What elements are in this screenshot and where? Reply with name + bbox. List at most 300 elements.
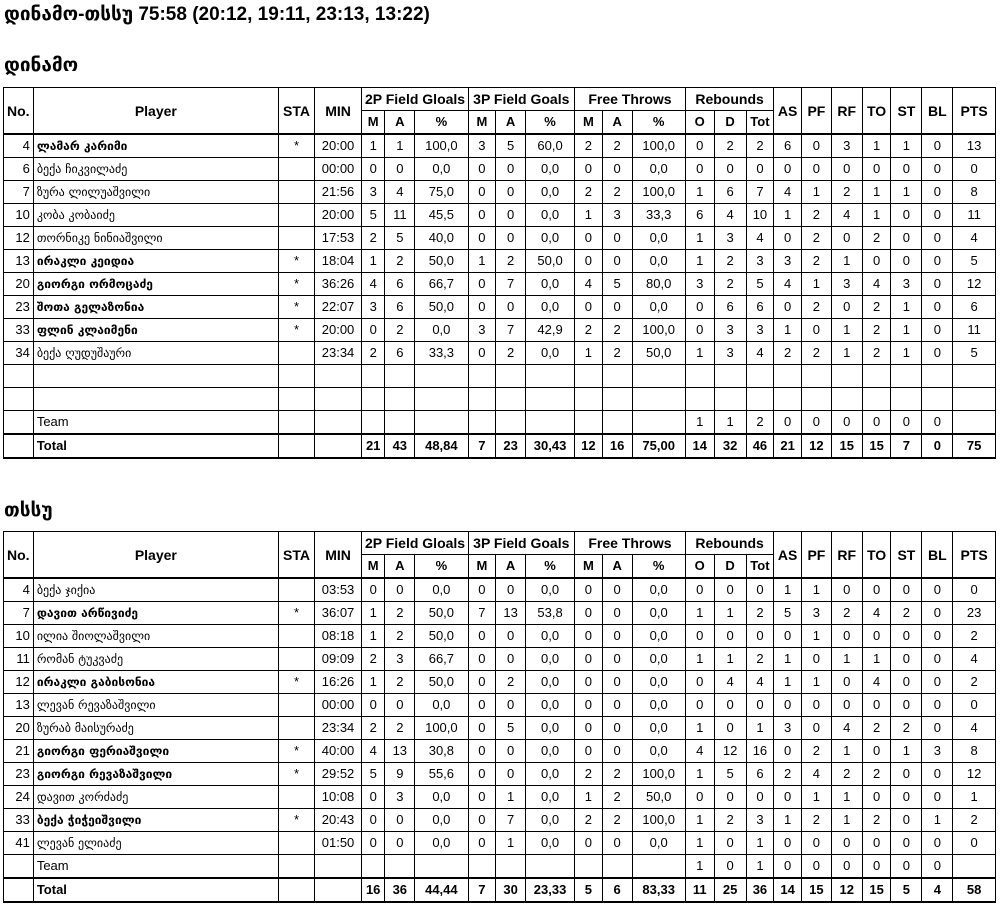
blocks-cell: 0: [922, 227, 953, 250]
jersey-number-cell: 6: [4, 158, 34, 181]
jersey-number-cell: 11: [4, 648, 34, 671]
total-stat-cell: 48,84: [415, 434, 468, 458]
player-name-cell: გიორგი რევაზაშვილი: [33, 763, 278, 786]
subcol-header-pct: %: [526, 111, 575, 135]
fg2-att-cell: 2: [385, 319, 415, 342]
total-row: [4, 878, 996, 902]
jersey-number-cell: 4: [4, 134, 34, 158]
jersey-number-cell: 33: [4, 319, 34, 342]
fg3-made-cell: 0: [468, 671, 496, 694]
empty-cell: [278, 855, 314, 879]
player-row: [4, 694, 996, 717]
ft-pct-cell: 0,0: [632, 625, 685, 648]
fg3-att-cell: 2: [496, 342, 526, 365]
ft-made-cell: 1: [575, 342, 603, 365]
fg2-att-cell: 6: [385, 273, 415, 296]
ft-att-cell: 0: [602, 250, 632, 273]
steals-cell: 0: [891, 158, 922, 181]
player-row: [4, 763, 996, 786]
fg3-pct-cell: 0,0: [526, 671, 575, 694]
jersey-number-cell: 33: [4, 809, 34, 832]
turnovers-cell: 0: [862, 625, 891, 648]
ft-pct-cell: 100,0: [632, 181, 685, 204]
total-stat-cell: 83,33: [632, 878, 685, 902]
reb-off-cell: 1: [685, 717, 714, 740]
fg2-made-cell: 0: [361, 832, 384, 855]
total-stat-cell: 12: [801, 434, 831, 458]
minutes-cell: 21:56: [315, 181, 362, 204]
fg2-pct-cell: 0,0: [415, 694, 468, 717]
steals-cell: 1: [891, 134, 922, 158]
points-cell: 12: [953, 763, 996, 786]
col-header-bl: BL: [922, 88, 953, 135]
assists-cell: 5: [774, 602, 802, 625]
subcol-header-pct: %: [526, 555, 575, 579]
team-stat-cell: 0: [831, 855, 862, 879]
starter-mark-cell: [278, 227, 314, 250]
ft-att-cell: 0: [602, 671, 632, 694]
empty-cell: [953, 365, 996, 388]
fg3-att-cell: 2: [496, 671, 526, 694]
empty-cell: [575, 388, 603, 411]
fg3-made-cell: 3: [468, 319, 496, 342]
team-label: Team: [33, 855, 278, 879]
total-stat-cell: 43: [385, 434, 415, 458]
starter-mark-cell: [278, 181, 314, 204]
empty-cell: [831, 388, 862, 411]
reb-off-cell: 1: [685, 809, 714, 832]
turnovers-cell: 2: [862, 717, 891, 740]
reb-off-cell: 0: [685, 578, 714, 602]
total-stat-cell: 25: [714, 878, 746, 902]
fouls-received-cell: 1: [831, 809, 862, 832]
fg3-made-cell: 0: [468, 648, 496, 671]
ft-att-cell: 0: [602, 227, 632, 250]
subcol-header-tot: Tot: [746, 111, 774, 135]
jersey-number-cell: 7: [4, 602, 34, 625]
subcol-header-a: A: [385, 555, 415, 579]
ft-made-cell: 2: [575, 181, 603, 204]
fg2-att-cell: 6: [385, 296, 415, 319]
points-cell: 8: [953, 740, 996, 763]
ft-pct-cell: 33,3: [632, 204, 685, 227]
assists-cell: 1: [774, 204, 802, 227]
turnovers-cell: 0: [862, 786, 891, 809]
empty-cell: [278, 878, 314, 902]
fg2-att-cell: 3: [385, 648, 415, 671]
total-stat-cell: 75,00: [632, 434, 685, 458]
turnovers-cell: 2: [862, 342, 891, 365]
fouls-cell: 1: [801, 625, 831, 648]
team-stat-cell: 0: [801, 855, 831, 879]
reb-off-cell: 1: [685, 181, 714, 204]
total-stat-cell: 7: [468, 878, 496, 902]
fg2-pct-cell: 100,0: [415, 134, 468, 158]
reb-off-cell: 3: [685, 273, 714, 296]
empty-cell: [575, 411, 603, 435]
fg3-made-cell: 0: [468, 740, 496, 763]
col-header-pts: PTS: [953, 88, 996, 135]
team-label: Team: [33, 411, 278, 435]
reb-tot-cell: 0: [746, 694, 774, 717]
col-header-rf: RF: [831, 88, 862, 135]
minutes-cell: 20:00: [315, 134, 362, 158]
points-cell: 2: [953, 809, 996, 832]
total-label: Total: [33, 434, 278, 458]
player-name-cell: ილია შიოლაშვილი: [33, 625, 278, 648]
assists-cell: 2: [774, 763, 802, 786]
game-title: დინამო-თსსუ 75:58 (20:12, 19:11, 23:13, 13:22): [4, 4, 430, 25]
reb-tot-cell: 4: [746, 227, 774, 250]
blocks-cell: 0: [922, 342, 953, 365]
subcol-header-m: M: [361, 555, 384, 579]
team-stat-cell: 2: [746, 411, 774, 435]
empty-cell: [685, 388, 714, 411]
fg3-pct-cell: 0,0: [526, 809, 575, 832]
fg2-att-cell: 3: [385, 786, 415, 809]
assists-cell: 1: [774, 319, 802, 342]
subcol-header-pct: %: [632, 111, 685, 135]
turnovers-cell: 2: [862, 227, 891, 250]
empty-cell: [526, 388, 575, 411]
ft-pct-cell: 0,0: [632, 740, 685, 763]
starter-mark-cell: [278, 832, 314, 855]
fg2-pct-cell: 50,0: [415, 671, 468, 694]
fg3-pct-cell: 60,0: [526, 134, 575, 158]
fg3-att-cell: 0: [496, 227, 526, 250]
fg2-att-cell: 13: [385, 740, 415, 763]
subcol-header-o: O: [685, 111, 714, 135]
assists-cell: 2: [774, 342, 802, 365]
col-header-ft: Free Throws: [575, 532, 686, 555]
empty-cell: [385, 365, 415, 388]
fg3-made-cell: 0: [468, 158, 496, 181]
ft-made-cell: 0: [575, 250, 603, 273]
col-header-min: MIN: [315, 88, 362, 135]
fg3-made-cell: 0: [468, 578, 496, 602]
turnovers-cell: 1: [862, 204, 891, 227]
minutes-cell: 20:00: [315, 319, 362, 342]
subcol-header-m: M: [575, 555, 603, 579]
fg3-pct-cell: 0,0: [526, 227, 575, 250]
reb-off-cell: 0: [685, 625, 714, 648]
fouls-received-cell: 2: [831, 602, 862, 625]
ft-pct-cell: 0,0: [632, 671, 685, 694]
fouls-cell: 2: [801, 740, 831, 763]
team-stat-cell: 0: [891, 411, 922, 435]
fg3-pct-cell: 0,0: [526, 181, 575, 204]
fg2-att-cell: 2: [385, 625, 415, 648]
fg2-pct-cell: 75,0: [415, 181, 468, 204]
points-cell: 12: [953, 273, 996, 296]
total-stat-cell: 6: [602, 878, 632, 902]
ft-made-cell: 0: [575, 158, 603, 181]
player-row: [4, 227, 996, 250]
total-stat-cell: 14: [685, 434, 714, 458]
empty-cell: [468, 855, 496, 879]
reb-tot-cell: 3: [746, 809, 774, 832]
empty-cell: [602, 411, 632, 435]
steals-cell: 0: [891, 694, 922, 717]
ft-att-cell: 0: [602, 694, 632, 717]
steals-cell: 0: [891, 204, 922, 227]
empty-cell: [774, 365, 802, 388]
reb-def-cell: 6: [714, 181, 746, 204]
empty-cell: [385, 411, 415, 435]
minutes-cell: 17:53: [315, 227, 362, 250]
total-stat-cell: 7: [891, 434, 922, 458]
jersey-number-cell: 13: [4, 250, 34, 273]
total-stat-cell: 46: [746, 434, 774, 458]
empty-cell: [891, 388, 922, 411]
fg3-att-cell: 0: [496, 578, 526, 602]
ft-att-cell: 5: [602, 273, 632, 296]
reb-tot-cell: 0: [746, 786, 774, 809]
total-stat-cell: 21: [361, 434, 384, 458]
blocks-cell: 0: [922, 296, 953, 319]
fg3-pct-cell: 0,0: [526, 694, 575, 717]
subcol-header-a: A: [496, 555, 526, 579]
minutes-cell: 20:43: [315, 809, 362, 832]
fg2-made-cell: 0: [361, 694, 384, 717]
jersey-number-cell: 10: [4, 204, 34, 227]
col-header-as: AS: [774, 88, 802, 135]
reb-def-cell: 3: [714, 319, 746, 342]
fg2-pct-cell: 50,0: [415, 296, 468, 319]
reb-off-cell: 1: [685, 763, 714, 786]
empty-cell: [4, 878, 34, 902]
total-stat-cell: 11: [685, 878, 714, 902]
starter-mark-cell: [278, 625, 314, 648]
player-row: [4, 740, 996, 763]
fg2-pct-cell: 100,0: [415, 717, 468, 740]
fg3-att-cell: 0: [496, 204, 526, 227]
fg2-pct-cell: 0,0: [415, 158, 468, 181]
assists-cell: 6: [774, 134, 802, 158]
fouls-cell: 1: [801, 273, 831, 296]
empty-cell: [278, 365, 314, 388]
empty-cell: [315, 434, 362, 458]
minutes-cell: 10:08: [315, 786, 362, 809]
player-row: [4, 717, 996, 740]
reb-def-cell: 2: [714, 134, 746, 158]
ft-made-cell: 0: [575, 648, 603, 671]
fg3-att-cell: 1: [496, 832, 526, 855]
col-header-reb: Rebounds: [685, 88, 773, 111]
empty-cell: [361, 855, 384, 879]
jersey-number-cell: 12: [4, 671, 34, 694]
ft-pct-cell: 50,0: [632, 786, 685, 809]
turnovers-cell: 1: [862, 134, 891, 158]
ft-att-cell: 2: [602, 134, 632, 158]
total-stat-cell: 23: [496, 434, 526, 458]
fg2-made-cell: 2: [361, 342, 384, 365]
ft-pct-cell: 0,0: [632, 158, 685, 181]
turnovers-cell: 2: [862, 319, 891, 342]
fg2-made-cell: 1: [361, 671, 384, 694]
empty-cell: [526, 365, 575, 388]
player-name-cell: რომან ტუკვაძე: [33, 648, 278, 671]
player-row: [4, 671, 996, 694]
ft-pct-cell: 100,0: [632, 763, 685, 786]
steals-cell: 0: [891, 809, 922, 832]
player-name-cell: ბექა ღუდუშაური: [33, 342, 278, 365]
empty-cell: [278, 411, 314, 435]
steals-cell: 0: [891, 786, 922, 809]
blocks-cell: 0: [922, 625, 953, 648]
fg3-att-cell: 5: [496, 134, 526, 158]
reb-off-cell: 1: [685, 648, 714, 671]
fouls-cell: 2: [801, 204, 831, 227]
empty-cell: [278, 388, 314, 411]
minutes-cell: 16:26: [315, 671, 362, 694]
team-row: [4, 855, 996, 879]
player-row: [4, 273, 996, 296]
minutes-cell: 03:53: [315, 578, 362, 602]
ft-att-cell: 0: [602, 625, 632, 648]
fg2-att-cell: 2: [385, 717, 415, 740]
player-name-cell: ზურაბ მაისურაძე: [33, 717, 278, 740]
fouls-cell: 0: [801, 717, 831, 740]
subcol-header-pct: %: [632, 555, 685, 579]
team-stat-cell: 0: [922, 855, 953, 879]
reb-tot-cell: 3: [746, 250, 774, 273]
points-cell: 13: [953, 134, 996, 158]
reb-tot-cell: 2: [746, 134, 774, 158]
assists-cell: 0: [774, 694, 802, 717]
steals-cell: 1: [891, 296, 922, 319]
total-stat-cell: 4: [922, 878, 953, 902]
ft-made-cell: 2: [575, 809, 603, 832]
fg2-att-cell: 2: [385, 602, 415, 625]
minutes-cell: 22:07: [315, 296, 362, 319]
fouls-cell: 0: [801, 319, 831, 342]
fg2-made-cell: 0: [361, 158, 384, 181]
player-name-cell: დავით არწივიძე: [33, 602, 278, 625]
ft-made-cell: 2: [575, 319, 603, 342]
reb-off-cell: 1: [685, 342, 714, 365]
player-row: [4, 342, 996, 365]
subcol-header-d: D: [714, 111, 746, 135]
empty-cell: [632, 411, 685, 435]
assists-cell: 0: [774, 740, 802, 763]
player-name-cell: ზურა ლილუაშვილი: [33, 181, 278, 204]
total-stat-cell: 15: [831, 434, 862, 458]
points-cell: 8: [953, 181, 996, 204]
ft-pct-cell: 100,0: [632, 319, 685, 342]
ft-made-cell: 0: [575, 694, 603, 717]
fouls-cell: 1: [801, 578, 831, 602]
fg3-made-cell: 0: [468, 204, 496, 227]
steals-cell: 0: [891, 625, 922, 648]
blocks-cell: 0: [922, 273, 953, 296]
blocks-cell: 3: [922, 740, 953, 763]
player-row: [4, 204, 996, 227]
reb-tot-cell: 2: [746, 648, 774, 671]
col-header-pf: PF: [801, 532, 831, 579]
empty-cell: [278, 434, 314, 458]
jersey-number-cell: 13: [4, 694, 34, 717]
minutes-cell: 20:00: [315, 204, 362, 227]
col-header-to: TO: [862, 532, 891, 579]
player-row: [4, 578, 996, 602]
fouls-received-cell: 0: [831, 227, 862, 250]
ft-pct-cell: 0,0: [632, 648, 685, 671]
empty-cell: [801, 365, 831, 388]
assists-cell: 4: [774, 181, 802, 204]
fg3-made-cell: 0: [468, 625, 496, 648]
player-row: [4, 319, 996, 342]
total-stat-cell: 0: [922, 434, 953, 458]
total-row: [4, 434, 996, 458]
turnovers-cell: 0: [862, 158, 891, 181]
subcol-header-o: O: [685, 555, 714, 579]
empty-cell: [468, 388, 496, 411]
fg3-att-cell: 7: [496, 273, 526, 296]
minutes-cell: 29:52: [315, 763, 362, 786]
fg3-made-cell: 0: [468, 296, 496, 319]
jersey-number-cell: 20: [4, 273, 34, 296]
empty-cell: [801, 388, 831, 411]
turnovers-cell: 0: [862, 832, 891, 855]
team-stat-cell: 1: [685, 411, 714, 435]
empty-cell: [602, 365, 632, 388]
reb-tot-cell: 6: [746, 763, 774, 786]
fouls-received-cell: 3: [831, 273, 862, 296]
assists-cell: 4: [774, 273, 802, 296]
points-cell: 1: [953, 786, 996, 809]
reb-def-cell: 0: [714, 786, 746, 809]
reb-tot-cell: 0: [746, 578, 774, 602]
total-stat-cell: 5: [891, 878, 922, 902]
reb-def-cell: 4: [714, 671, 746, 694]
reb-off-cell: 0: [685, 158, 714, 181]
fouls-cell: 1: [801, 786, 831, 809]
steals-cell: 2: [891, 717, 922, 740]
subcol-header-a: A: [496, 111, 526, 135]
jersey-number-cell: 10: [4, 625, 34, 648]
fg2-made-cell: 2: [361, 717, 384, 740]
assists-cell: 0: [774, 227, 802, 250]
fouls-cell: 2: [801, 342, 831, 365]
steals-cell: 0: [891, 763, 922, 786]
fg3-pct-cell: 0,0: [526, 740, 575, 763]
reb-off-cell: 0: [685, 671, 714, 694]
fouls-received-cell: 0: [831, 694, 862, 717]
fouls-received-cell: 1: [831, 250, 862, 273]
empty-cell: [922, 388, 953, 411]
assists-cell: 0: [774, 832, 802, 855]
minutes-cell: 00:00: [315, 694, 362, 717]
reb-def-cell: 2: [714, 250, 746, 273]
steals-cell: 1: [891, 740, 922, 763]
reb-tot-cell: 5: [746, 273, 774, 296]
total-stat-cell: 15: [862, 434, 891, 458]
player-name-cell: ბექა ჭიჭეიშვილი: [33, 809, 278, 832]
turnovers-cell: 4: [862, 602, 891, 625]
player-name-cell: ირაკლი გაბისონია: [33, 671, 278, 694]
fouls-received-cell: 4: [831, 717, 862, 740]
points-cell: 0: [953, 832, 996, 855]
reb-tot-cell: 16: [746, 740, 774, 763]
empty-cell: [602, 855, 632, 879]
ft-made-cell: 0: [575, 227, 603, 250]
fg2-made-cell: 1: [361, 134, 384, 158]
empty-cell: [33, 388, 278, 411]
fg3-att-cell: 0: [496, 296, 526, 319]
player-name-cell: დავით კორძაძე: [33, 786, 278, 809]
empty-cell: [415, 388, 468, 411]
